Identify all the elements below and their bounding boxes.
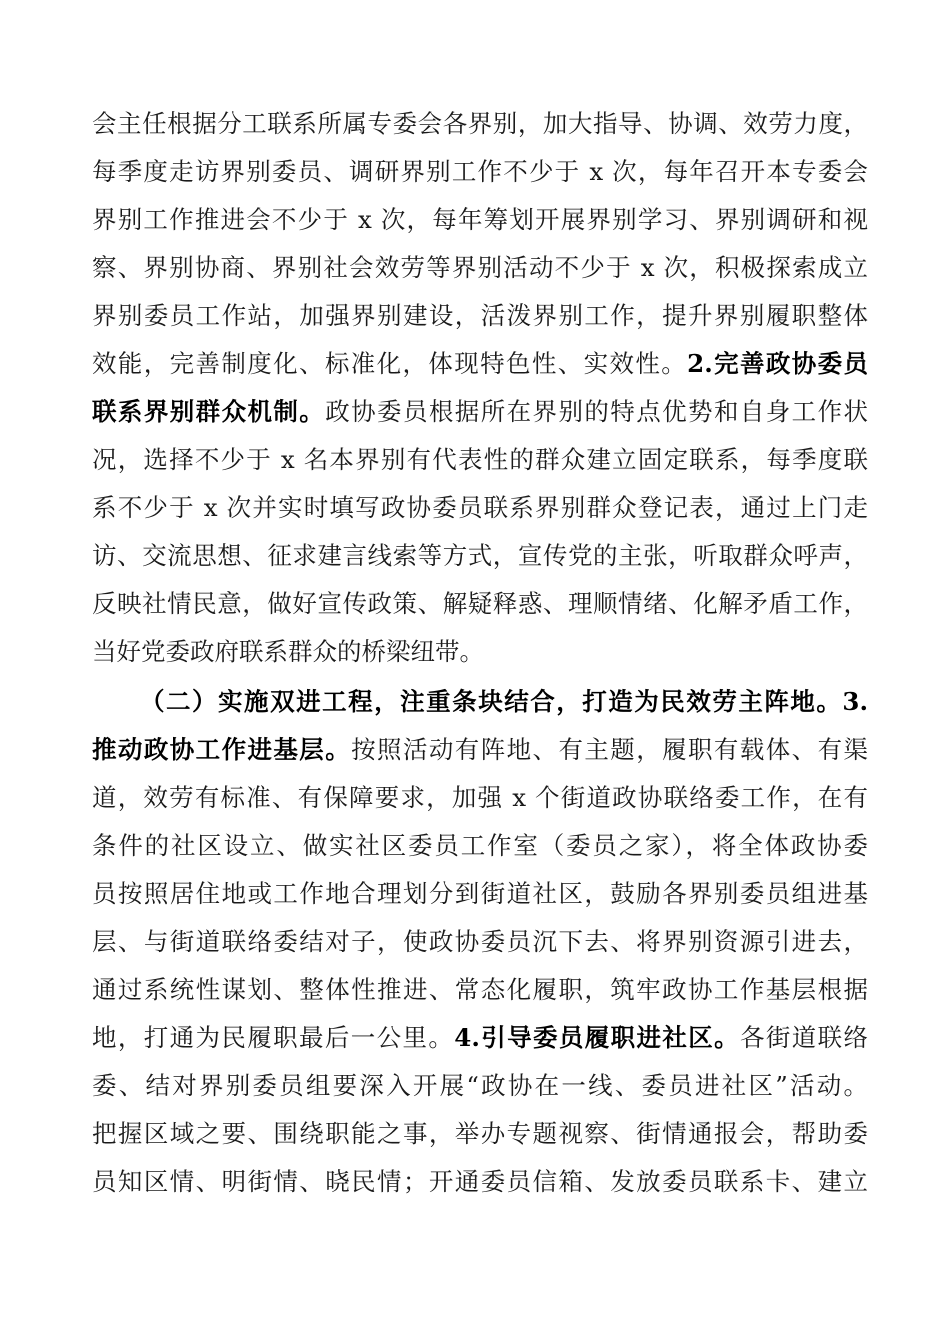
text-line [92, 1014, 868, 1062]
text-line [92, 774, 868, 822]
text-run: 把握区域之要、围绕职能之事，举办专题视察、街情通报会，帮助委 [92, 1119, 868, 1148]
bold-heading-run: 2.完善政协委员 [687, 349, 868, 378]
text-run: 会主任根据分工联系所属专委会各界别，加大指导、协调、效劳力度， [92, 109, 868, 138]
text-run: 察、界别协商、界别社会效劳等界别活动不少于 x 次，积极探索成立 [92, 253, 868, 282]
text-run: 道，效劳有标准、有保障要求，加强 x 个街道政协联络委工作，在有 [92, 783, 868, 812]
text-run: 按照活动有阵地、有主题，履职有载体、有渠 [351, 735, 868, 764]
section-heading: （二）实施双进工程，注重条块结合，打造为民效劳主阵地。3. [140, 687, 868, 716]
text-line [92, 822, 868, 870]
text-line [92, 484, 868, 532]
text-run: 条件的社区设立、做实社区委员工作室（委员之家），将全体政协委 [92, 831, 868, 860]
text-line [92, 580, 868, 628]
text-run: 通过系统性谋划、整体性推进、常态化履职，筑牢政协工作基层根据 [92, 975, 868, 1004]
text-line [92, 870, 868, 918]
text-run: 效能，完善制度化、标准化，体现特色性、实效性。 [92, 349, 688, 378]
text-run: 况，选择不少于 x 名本界别有代表性的群众建立固定联系，每季度联 [92, 445, 868, 474]
text-line [92, 532, 868, 580]
text-line [92, 388, 868, 436]
text-run: 访、交流思想、征求建言线索等方式，宣传党的主张，听取群众呼声， [92, 541, 868, 570]
text-line [92, 918, 868, 966]
text-run: 地，打通为民履职最后一公里。 [92, 1023, 455, 1052]
text-line [92, 340, 868, 388]
text-run: 反映社情民意，做好宣传政策、解疑释惑、理顺情绪、化解矛盾工作， [92, 589, 868, 618]
text-run: 员知区情、明街情、晓民情；开通委员信箱、发放委员联系卡、建立 [92, 1167, 868, 1196]
text-run: 政协委员根据所在界别的特点优势和自身工作状 [325, 397, 868, 426]
text-run: 界别工作推进会不少于 x 次，每年筹划开展界别学习、界别调研和视 [92, 205, 868, 234]
text-line [92, 292, 868, 340]
text-line [92, 436, 868, 484]
text-run: 层、与街道联络委结对子，使政协委员沉下去、将界别资源引进去， [92, 927, 868, 956]
bold-heading-run: 4.引导委员履职进社区。 [454, 1023, 740, 1052]
text-run: 当好党委政府联系群众的桥梁纽带。 [92, 637, 484, 666]
bold-heading-run: 推动政协工作进基层。 [92, 735, 352, 764]
bold-heading-run: 联系界别群众机制。 [92, 397, 326, 426]
text-line [92, 196, 868, 244]
text-line [92, 966, 868, 1014]
text-run: 每季度走访界别委员、调研界别工作不少于 x 次，每年召开本专委会 [92, 157, 868, 186]
text-line [92, 1110, 868, 1158]
text-run: 界别委员工作站，加强界别建设，活泼界别工作，提升界别履职整体 [92, 301, 868, 330]
text-run: 委、结对界别委员组要深入开展“政协在一线、委员进社区”活动。 [92, 1071, 868, 1100]
text-line [92, 100, 868, 148]
section-heading-line [92, 678, 868, 726]
document-body [92, 100, 868, 1206]
text-line [92, 1158, 868, 1206]
text-line [92, 1062, 868, 1110]
text-run: 各街道联络 [740, 1023, 868, 1052]
text-line [92, 244, 868, 292]
text-run: 系不少于 x 次并实时填写政协委员联系界别群众登记表，通过上门走 [92, 493, 868, 522]
text-run: 员按照居住地或工作地合理划分到街道社区，鼓励各界别委员组进基 [92, 879, 868, 908]
text-line [92, 148, 868, 196]
text-line-last [92, 628, 868, 676]
text-line [92, 726, 868, 774]
